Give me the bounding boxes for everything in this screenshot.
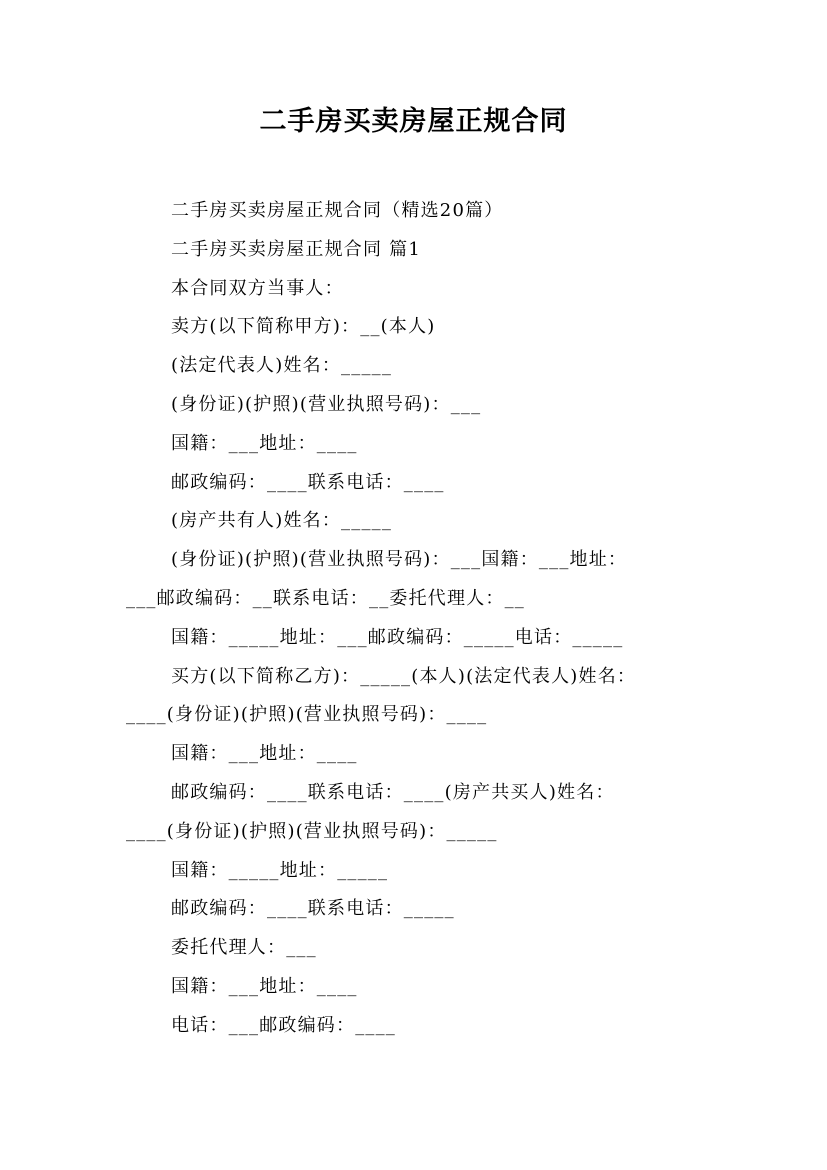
paragraph-line: 委托代理人：___: [171, 937, 317, 959]
paragraph-line: 国籍：_____地址：_____: [171, 859, 389, 881]
paragraph-line: ____(身份证)(护照)(营业执照号码)：_____: [126, 820, 498, 842]
paragraph-line: 邮政编码：____联系电话：____(房产共买人)姓名：: [171, 781, 615, 803]
paragraph-line: 邮政编码：____联系电话：_____: [171, 898, 455, 920]
paragraph-line: ____(身份证)(护照)(营业执照号码)：____: [126, 704, 488, 726]
paragraph-line: 本合同双方当事人：: [171, 277, 344, 299]
paragraph-line: 二手房买卖房屋正规合同 篇1: [171, 238, 421, 260]
paragraph-line: (身份证)(护照)(营业执照号码)：___国籍：___地址：: [171, 549, 628, 571]
document-title: 二手房买卖房屋正规合同: [259, 106, 568, 137]
paragraph-line: 卖方(以下简称甲方)：__(本人): [171, 316, 436, 338]
paragraph-line: 买方(以下简称乙方)：_____(本人)(法定代表人)姓名：: [171, 665, 637, 687]
paragraph-line: (身份证)(护照)(营业执照号码)：___: [171, 393, 482, 415]
paragraph-line: 电话：___邮政编码：____: [171, 1014, 396, 1036]
paragraph-line: (房产共有人)姓名：_____: [171, 510, 393, 532]
paragraph-line: (法定代表人)姓名：_____: [171, 355, 393, 377]
paragraph-line: 二手房买卖房屋正规合同（精选20篇）: [171, 200, 504, 221]
paragraph-line: ___邮政编码：__联系电话：__委托代理人：__: [126, 587, 525, 609]
paragraph-line: 国籍：___地址：____: [171, 432, 358, 454]
paragraph-line: 国籍：_____地址：___邮政编码：_____电话：_____: [171, 626, 624, 648]
paragraph-line: 国籍：___地址：____: [171, 743, 358, 765]
paragraph-line: 邮政编码：____联系电话：____: [171, 471, 445, 493]
document-body: [126, 192, 718, 1046]
paragraph-line: 国籍：___地址：____: [171, 975, 358, 997]
